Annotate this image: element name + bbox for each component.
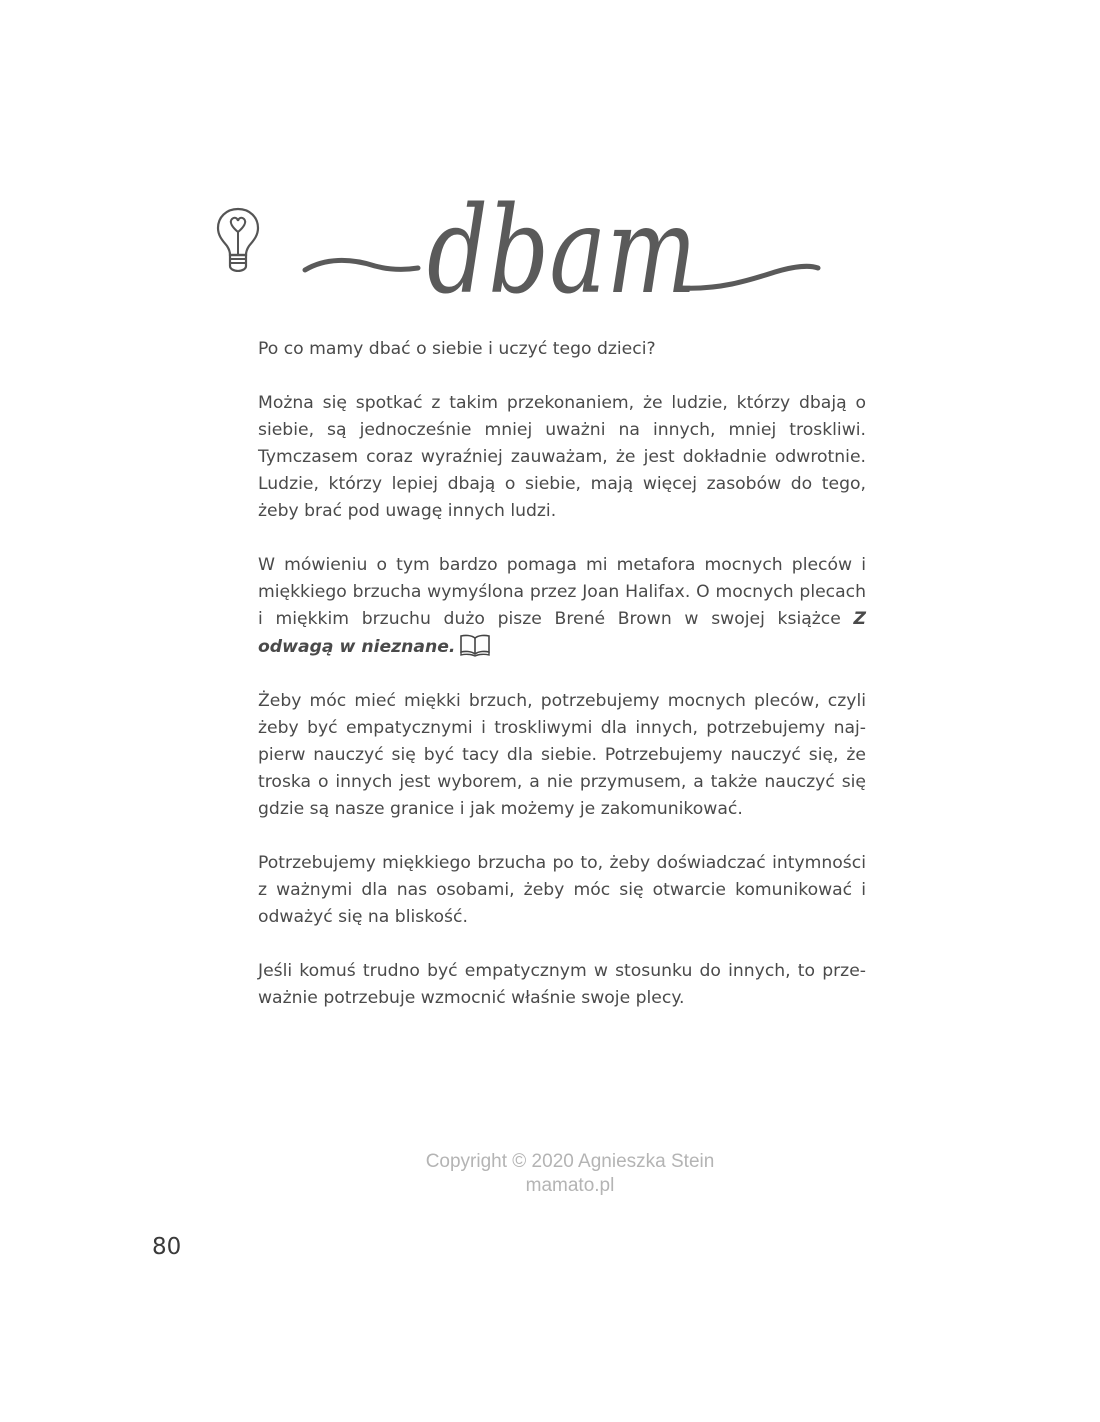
- page-number: 80: [152, 1234, 182, 1260]
- copyright-line: Copyright © 2020 Agnieszka Stein: [425, 1151, 715, 1172]
- paragraph: Jeśli komuś trudno być empatycznym w stosunku do innych, to przeważnie potrzebuje wzmocnić właśnie swoje plecy.: [258, 961, 866, 1008]
- paragraph: Można się spotkać z takim przekonaniem, że ludzie, którzy dbają o siebie, są jednocześnie mniej uważni na innych, mniej troskliwi. Tymczasem coraz wyraźniej zauważam, że jest dokładnie odwrotnie. Ludzie, którzy lepiej dbają o siebie, mają więcej zasobów do tego, żeby brać pod uwagę innych ludzi.: [258, 393, 866, 521]
- page-title: dbam: [427, 182, 697, 310]
- lightbulb-heart-icon: [215, 206, 261, 272]
- script-title: [300, 170, 825, 310]
- book-title: Z odwagą w nieznane.: [258, 609, 866, 657]
- website-line: mamato.pl: [525, 1175, 615, 1196]
- open-book-icon: [459, 633, 491, 657]
- paragraph-text: W mówieniu o tym bardzo pomaga mi metafora mocnych pleców i miękkiego brzucha wymyślona przez Joan Halifax. O mocnych plecach i miękkim brzuchu dużo pisze Brené Brown w swojej książce: [258, 555, 866, 629]
- body-text: [258, 336, 866, 1039]
- copyright-notice: [350, 1150, 790, 1198]
- section-heading: [205, 170, 835, 310]
- paragraph: [258, 552, 866, 661]
- paragraph: Żeby móc mieć miękki brzuch, potrzebujemy mocnych pleców, czyli żeby być empatycznymi i troskliwymi dla innych, potrzebujemy najpierw nauczyć się być tacy dla siebie. Potrzebujemy nauczyć się, że troska o innych jest wyborem, a nie przymusem, a także nauczyć się gdzie są nasze granice i jak możemy je zakomunikować.: [258, 691, 866, 819]
- paragraph: Potrzebujemy miękkiego brzucha po to, żeby doświadczać intymności z ważnymi dla nas osobami, żeby móc się otwarcie komunikować i odważyć się na bliskość.: [258, 853, 866, 927]
- paragraph: Po co mamy dbać o siebie i uczyć tego dzieci?: [258, 339, 656, 359]
